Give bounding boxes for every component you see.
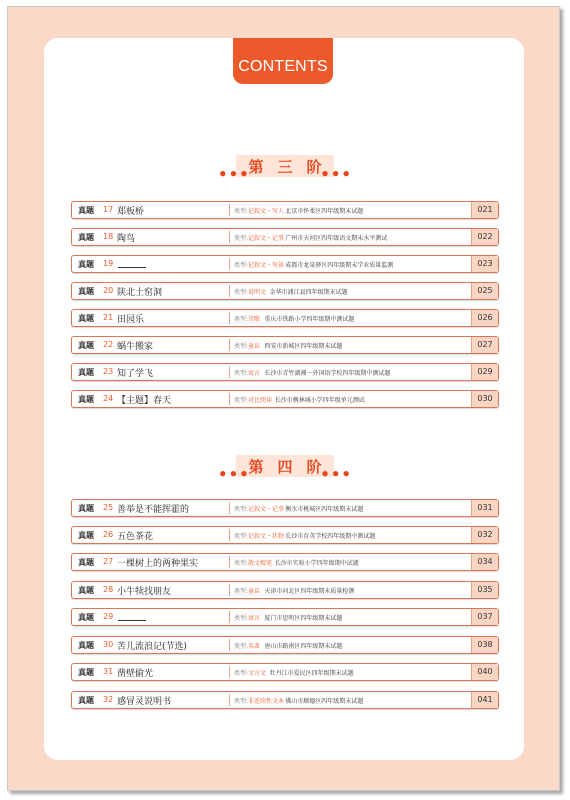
row-page-number: 040 bbox=[471, 664, 498, 680]
row-page-number: 038 bbox=[471, 637, 498, 653]
row-page-number: 026 bbox=[471, 310, 498, 326]
row-separator bbox=[229, 502, 230, 514]
row-type: 诗歌 bbox=[248, 316, 261, 323]
row-type: 童话 bbox=[248, 343, 261, 350]
type-prefix: 类型: bbox=[234, 397, 249, 404]
row-source: 牡丹江市爱民区四年级期末试题 bbox=[269, 670, 354, 677]
row-source: 长沙市枫林城小学四年级单元测试 bbox=[274, 397, 365, 404]
dots-decoration-icon: ••• bbox=[218, 165, 250, 183]
row-title: 凿壁偷光 bbox=[117, 669, 154, 679]
dots-decoration-icon: ••• bbox=[320, 465, 352, 483]
row-separator bbox=[229, 556, 230, 568]
row-type: 名著 bbox=[248, 643, 261, 650]
row-number: 22 bbox=[103, 340, 114, 349]
row-separator bbox=[229, 611, 230, 623]
row-number: 31 bbox=[103, 667, 114, 676]
row-label: 真题 bbox=[78, 668, 94, 677]
toc-row[interactable] bbox=[71, 228, 499, 246]
row-number: 24 bbox=[103, 394, 114, 403]
row-title: 蜗牛搬家 bbox=[117, 342, 154, 352]
row-type: 文言文 bbox=[248, 670, 267, 677]
row-type: 记叙文・记事 bbox=[248, 235, 285, 242]
section-char: 第 bbox=[248, 457, 264, 476]
type-prefix: 类型: bbox=[234, 588, 249, 595]
row-number: 19 bbox=[103, 259, 114, 268]
row-number: 32 bbox=[103, 695, 114, 704]
row-label: 真题 bbox=[78, 341, 94, 350]
row-type: 寓言 bbox=[248, 370, 261, 377]
row-label: 真题 bbox=[78, 531, 94, 540]
row-title: 陶鸟 bbox=[117, 234, 136, 244]
row-label: 真题 bbox=[78, 641, 94, 650]
row-page-number: 041 bbox=[471, 692, 498, 708]
section-char: 四 bbox=[277, 457, 293, 476]
dots-decoration-icon: ••• bbox=[320, 165, 352, 183]
section-char: 阶 bbox=[306, 457, 322, 476]
section-char: 三 bbox=[277, 157, 293, 176]
dots-decoration-icon: ••• bbox=[218, 465, 250, 483]
row-label: 真题 bbox=[78, 206, 94, 215]
row-number: 26 bbox=[103, 530, 114, 539]
row-label: 真题 bbox=[78, 287, 94, 296]
row-label: 真题 bbox=[78, 504, 94, 513]
row-page-number: 034 bbox=[471, 554, 498, 570]
row-label: 真题 bbox=[78, 696, 94, 705]
row-number: 21 bbox=[103, 313, 114, 322]
row-number: 17 bbox=[103, 205, 114, 214]
row-source: 广州市天河区四年级语文期末水平测试 bbox=[285, 235, 388, 242]
toc-row[interactable] bbox=[71, 309, 499, 327]
toc-row[interactable] bbox=[71, 336, 499, 354]
row-type: 童话 bbox=[248, 588, 261, 595]
row-title: 善举是不能挥霍的 bbox=[117, 505, 190, 515]
contents-header: CONTENTS bbox=[233, 38, 333, 84]
type-prefix: 类型: bbox=[234, 615, 249, 622]
toc-row[interactable] bbox=[71, 255, 499, 273]
row-type: 散文精笔 bbox=[248, 560, 273, 567]
row-number: 23 bbox=[103, 367, 114, 376]
toc-row[interactable] bbox=[71, 363, 499, 381]
row-separator bbox=[229, 285, 230, 297]
section-char: 第 bbox=[248, 157, 264, 176]
row-separator bbox=[229, 258, 230, 270]
title-blank-line bbox=[118, 620, 146, 621]
row-number: 30 bbox=[103, 640, 114, 649]
toc-row[interactable] bbox=[71, 553, 499, 571]
section-title-stage-4 bbox=[218, 455, 352, 483]
type-prefix: 类型: bbox=[234, 316, 249, 323]
row-separator bbox=[229, 204, 230, 216]
row-separator bbox=[229, 639, 230, 651]
toc-row[interactable] bbox=[71, 663, 499, 681]
type-prefix: 类型: bbox=[234, 343, 249, 350]
row-separator bbox=[229, 339, 230, 351]
row-page-number: 023 bbox=[471, 256, 498, 272]
toc-row[interactable] bbox=[71, 390, 499, 408]
row-separator bbox=[229, 584, 230, 596]
toc-row[interactable] bbox=[71, 691, 499, 709]
row-number: 25 bbox=[103, 503, 114, 512]
row-title: 田园乐 bbox=[117, 315, 145, 325]
row-page-number: 031 bbox=[471, 500, 498, 516]
row-separator bbox=[229, 231, 230, 243]
row-type: 非连续性文本 bbox=[248, 698, 285, 705]
row-type: 说明文 bbox=[248, 289, 267, 296]
toc-row[interactable] bbox=[71, 581, 499, 599]
row-source: 重庆市铁路小学四年级期中测试题 bbox=[264, 316, 355, 323]
row-label: 真题 bbox=[78, 260, 94, 269]
type-prefix: 类型: bbox=[234, 208, 249, 215]
row-label: 真题 bbox=[78, 233, 94, 242]
row-page-number: 029 bbox=[471, 364, 498, 380]
row-separator bbox=[229, 529, 230, 541]
section-char: 阶 bbox=[306, 157, 322, 176]
type-prefix: 类型: bbox=[234, 698, 249, 705]
row-title: 知了学飞 bbox=[117, 369, 154, 379]
toc-row[interactable] bbox=[71, 201, 499, 219]
row-separator bbox=[229, 666, 230, 678]
row-page-number: 032 bbox=[471, 527, 498, 543]
toc-row[interactable] bbox=[71, 526, 499, 544]
row-page-number: 027 bbox=[471, 337, 498, 353]
row-source: 唐山市路南区四年级期末试题 bbox=[264, 643, 343, 650]
row-source: 成都市龙泉驿区四年级期末学业质量监测 bbox=[285, 262, 394, 269]
type-prefix: 类型: bbox=[234, 370, 249, 377]
section-title-stage-3 bbox=[218, 155, 352, 183]
row-number: 27 bbox=[103, 557, 114, 566]
row-label: 真题 bbox=[78, 586, 94, 595]
type-prefix: 类型: bbox=[234, 235, 249, 242]
row-number: 18 bbox=[103, 232, 114, 241]
row-source: 佛山市顺德区四年级期末试题 bbox=[285, 698, 364, 705]
type-prefix: 类型: bbox=[234, 643, 249, 650]
row-type: 记叙文・写人 bbox=[248, 208, 285, 215]
row-source: 天津市河北区四年级期末质量检测 bbox=[264, 588, 355, 595]
row-type: 记叙文・写景 bbox=[248, 262, 285, 269]
toc-row[interactable] bbox=[71, 282, 499, 300]
row-type: 记叙文・记事 bbox=[248, 506, 285, 513]
row-page-number: 021 bbox=[471, 202, 498, 218]
row-page-number: 035 bbox=[471, 582, 498, 598]
row-separator bbox=[229, 366, 230, 378]
row-source: 衡水市桃城区四年级期末试题 bbox=[285, 506, 364, 513]
row-title: 一棵树上的两种果实 bbox=[117, 559, 199, 569]
row-label: 真题 bbox=[78, 368, 94, 377]
row-title: 苦儿流浪记(节选) bbox=[117, 642, 188, 652]
row-label: 真题 bbox=[78, 613, 94, 622]
toc-row[interactable] bbox=[71, 499, 499, 517]
row-label: 真题 bbox=[78, 558, 94, 567]
row-title: 五色茶花 bbox=[117, 532, 154, 542]
row-title: 郑板桥 bbox=[117, 207, 145, 217]
row-number: 20 bbox=[103, 286, 114, 295]
title-blank-line bbox=[118, 267, 146, 268]
row-title: 小牛犊找朋友 bbox=[117, 587, 172, 597]
type-prefix: 类型: bbox=[234, 670, 249, 677]
type-prefix: 类型: bbox=[234, 506, 249, 513]
row-page-number: 037 bbox=[471, 609, 498, 625]
type-prefix: 类型: bbox=[234, 533, 249, 540]
type-prefix: 类型: bbox=[234, 560, 249, 567]
row-page-number: 030 bbox=[471, 391, 498, 407]
row-title: 【主题】春天 bbox=[117, 396, 172, 406]
row-source: 长沙市青竹湖湘一外国语学校四年级期中测试题 bbox=[264, 370, 391, 377]
toc-row[interactable] bbox=[71, 636, 499, 654]
row-label: 真题 bbox=[78, 395, 94, 404]
row-title: 感冒灵说明书 bbox=[117, 697, 172, 707]
row-source: 北京市怀柔区四年级期末试题 bbox=[285, 208, 364, 215]
row-type: 对比阅读 bbox=[248, 397, 273, 404]
row-type: 记叙文・状物 bbox=[248, 533, 285, 540]
toc-row[interactable] bbox=[71, 608, 499, 626]
row-page-number: 022 bbox=[471, 229, 498, 245]
row-source: 金华市浦江县四年级期末试题 bbox=[269, 289, 348, 296]
row-source: 长沙市育英学校四年级期中测试题 bbox=[285, 533, 376, 540]
type-prefix: 类型: bbox=[234, 262, 249, 269]
row-source: 长沙市实验小学四年级期中试题 bbox=[274, 560, 359, 567]
row-type: 寓言 bbox=[248, 615, 261, 622]
row-separator bbox=[229, 694, 230, 706]
row-separator bbox=[229, 393, 230, 405]
row-title: 陕北土窑洞 bbox=[117, 288, 163, 298]
row-source: 厦门市思明区四年级期末试题 bbox=[264, 615, 343, 622]
row-number: 28 bbox=[103, 585, 114, 594]
row-separator bbox=[229, 312, 230, 324]
type-prefix: 类型: bbox=[234, 289, 249, 296]
row-source: 西安市新城区四年级期末试题 bbox=[264, 343, 343, 350]
row-page-number: 025 bbox=[471, 283, 498, 299]
row-number: 29 bbox=[103, 612, 114, 621]
row-label: 真题 bbox=[78, 314, 94, 323]
